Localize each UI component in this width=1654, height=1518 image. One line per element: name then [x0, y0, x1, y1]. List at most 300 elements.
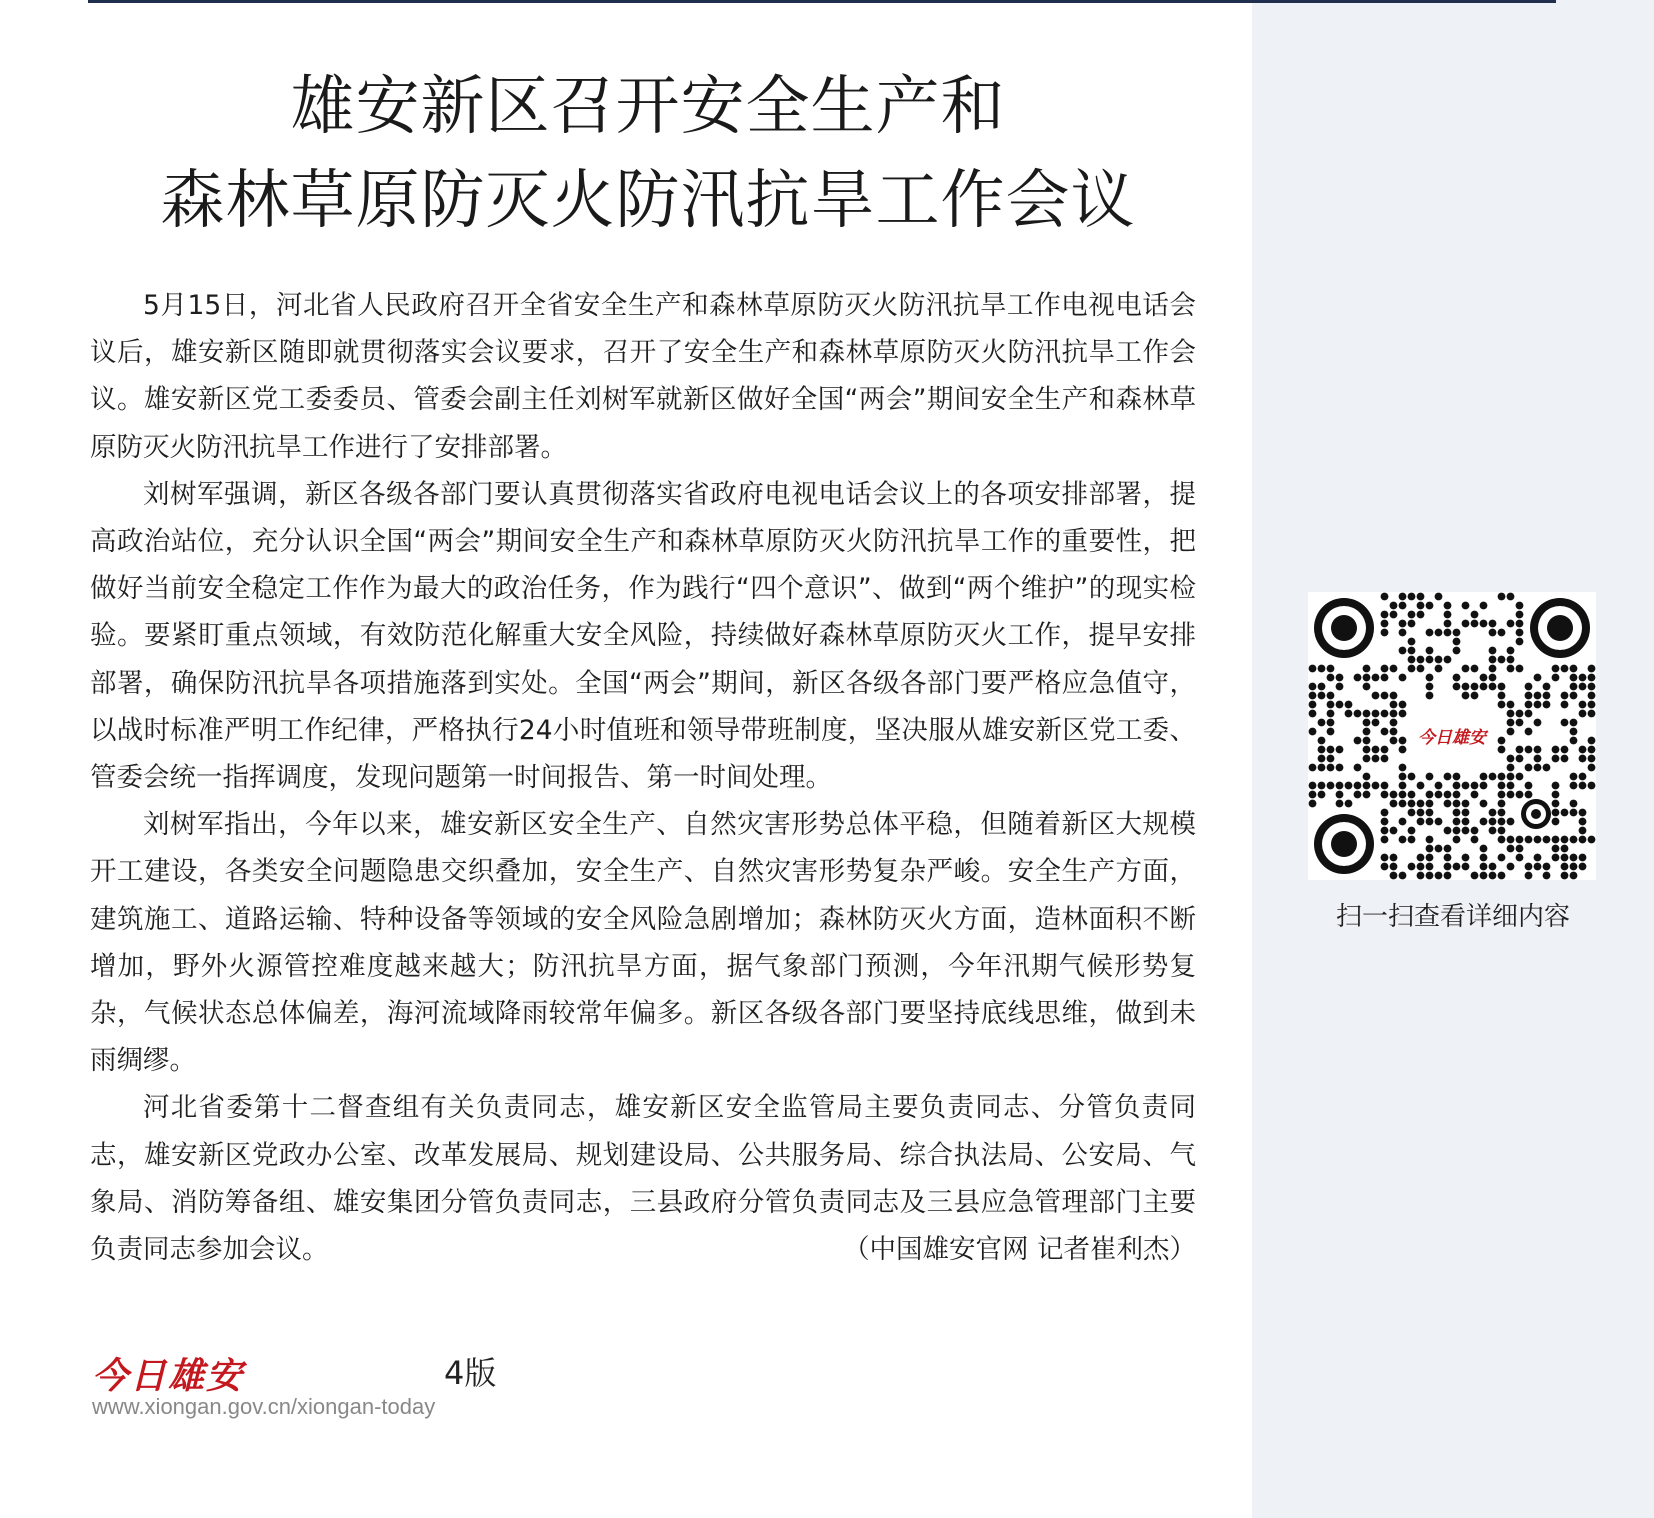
qr-module	[1480, 674, 1488, 682]
qr-module	[1444, 863, 1452, 871]
qr-module	[1516, 629, 1524, 637]
qr-module	[1498, 656, 1506, 664]
qr-module	[1579, 782, 1587, 790]
qr-module	[1363, 683, 1371, 691]
qr-module	[1435, 629, 1443, 637]
qr-module	[1390, 791, 1398, 799]
qr-module	[1390, 827, 1398, 835]
qr-module	[1399, 764, 1407, 772]
qr-module	[1417, 800, 1425, 808]
qr-module	[1480, 818, 1488, 826]
qr-module	[1579, 746, 1587, 754]
qr-module	[1363, 719, 1371, 727]
qr-module	[1588, 746, 1596, 754]
qr-module	[1381, 854, 1389, 862]
byline: （中国雄安官网 记者崔利杰）	[843, 1234, 1196, 1266]
qr-module	[1498, 773, 1506, 781]
qr-finder-bottom-left	[1314, 814, 1374, 874]
qr-module	[1354, 782, 1362, 790]
qr-module	[1480, 872, 1488, 880]
qr-module	[1318, 737, 1326, 745]
qr-module	[1399, 701, 1407, 709]
qr-module	[1489, 620, 1497, 628]
qr-module	[1390, 872, 1398, 880]
qr-module	[1336, 683, 1344, 691]
qr-module	[1507, 665, 1515, 673]
qr-module	[1480, 800, 1488, 808]
qr-module	[1561, 836, 1569, 844]
qr-module	[1480, 620, 1488, 628]
qr-module	[1372, 782, 1380, 790]
qr-module	[1462, 620, 1470, 628]
qr-module	[1363, 773, 1371, 781]
qr-module	[1561, 692, 1569, 700]
qr-module	[1453, 674, 1461, 682]
qr-code[interactable]	[1308, 592, 1596, 880]
qr-module	[1309, 800, 1317, 808]
qr-module	[1417, 872, 1425, 880]
qr-module	[1372, 746, 1380, 754]
qr-module	[1363, 728, 1371, 736]
qr-module	[1372, 755, 1380, 763]
qr-module	[1489, 647, 1497, 655]
qr-module	[1579, 854, 1587, 862]
qr-module	[1516, 746, 1524, 754]
qr-module	[1426, 683, 1434, 691]
qr-module	[1471, 872, 1479, 880]
qr-module	[1480, 683, 1488, 691]
qr-module	[1507, 818, 1515, 826]
qr-module	[1390, 728, 1398, 736]
qr-center-logo: 今日雄安	[1418, 728, 1486, 748]
article-paragraph-text: 河北省委第十二督查组有关负责同志，雄安新区安全监管局主要负责同志、分管负责同志，雄安新区党政办公室、改革发展局、规划建设局、公共服务局、综合执法局、公安局、气象局、消防筹备组、雄安集团分管负责同志，三县政府分管负责同志及三县应急管理部门主要负责同志参加会议。	[90, 1092, 1196, 1266]
qr-module	[1507, 782, 1515, 790]
qr-module	[1588, 665, 1596, 673]
qr-module	[1552, 809, 1560, 817]
qr-module	[1381, 611, 1389, 619]
qr-module	[1417, 602, 1425, 610]
qr-module	[1417, 665, 1425, 673]
qr-module	[1498, 692, 1506, 700]
qr-module	[1507, 845, 1515, 853]
article-paragraph	[90, 1084, 1196, 1273]
qr-module	[1498, 746, 1506, 754]
qr-module	[1489, 809, 1497, 817]
qr-module	[1318, 782, 1326, 790]
qr-module	[1399, 602, 1407, 610]
qr-module	[1381, 593, 1389, 601]
qr-module	[1336, 764, 1344, 772]
qr-module	[1480, 854, 1488, 862]
qr-module	[1480, 773, 1488, 781]
qr-module	[1435, 656, 1443, 664]
qr-module	[1498, 701, 1506, 709]
qr-module	[1453, 629, 1461, 637]
qr-module	[1444, 791, 1452, 799]
qr-module	[1489, 656, 1497, 664]
qr-module	[1426, 872, 1434, 880]
qr-module	[1579, 755, 1587, 763]
qr-module	[1354, 764, 1362, 772]
qr-module	[1327, 746, 1335, 754]
qr-module	[1372, 692, 1380, 700]
qr-module	[1381, 791, 1389, 799]
qr-module	[1471, 827, 1479, 835]
qr-module	[1426, 629, 1434, 637]
qr-module	[1444, 602, 1452, 610]
qr-module	[1309, 782, 1317, 790]
qr-module	[1507, 719, 1515, 727]
qr-module	[1570, 728, 1578, 736]
qr-module	[1372, 674, 1380, 682]
qr-module	[1471, 782, 1479, 790]
headline	[88, 60, 1208, 248]
qr-module	[1363, 710, 1371, 718]
qr-module	[1561, 872, 1569, 880]
qr-module	[1507, 728, 1515, 736]
qr-module	[1561, 854, 1569, 862]
qr-module	[1345, 800, 1353, 808]
article-paragraph: 刘树军指出，今年以来，雄安新区安全生产、自然灾害形势总体平稳，但随着新区大规模开工建设，各类安全问题隐患交织叠加，安全生产、自然灾害形势复杂严峻。安全生产方面，建筑施工、道路运输、特种设备等领域的安全风险急剧增加；森林防灭火方面，造林面积不断增加，野外火源管控难度越来越大；防汛抗旱方面，据气象部门预测，今年汛期气候形势复杂，气候状态总体偏差，海河流域降雨较常年偏多。新区各级各部门要坚持底线思维，做到未雨绸缪。	[90, 809, 1196, 1077]
qr-module	[1444, 620, 1452, 628]
qr-module	[1525, 872, 1533, 880]
qr-module	[1381, 620, 1389, 628]
qr-module	[1318, 719, 1326, 727]
qr-module	[1426, 863, 1434, 871]
qr-module	[1570, 665, 1578, 673]
qr-module	[1462, 863, 1470, 871]
qr-module	[1354, 791, 1362, 799]
qr-module	[1417, 809, 1425, 817]
qr-module	[1516, 836, 1524, 844]
qr-module	[1498, 827, 1506, 835]
qr-module	[1426, 647, 1434, 655]
qr-module	[1453, 782, 1461, 790]
qr-module	[1408, 836, 1416, 844]
qr-module	[1318, 692, 1326, 700]
qr-module	[1453, 818, 1461, 826]
qr-module	[1516, 773, 1524, 781]
qr-module	[1498, 854, 1506, 862]
qr-module	[1462, 854, 1470, 862]
qr-module	[1372, 719, 1380, 727]
qr-module	[1426, 800, 1434, 808]
qr-module	[1399, 737, 1407, 745]
qr-module	[1399, 620, 1407, 628]
qr-module	[1462, 602, 1470, 610]
qr-module	[1372, 710, 1380, 718]
qr-module	[1435, 665, 1443, 673]
qr-module	[1534, 719, 1542, 727]
qr-module	[1516, 845, 1524, 853]
qr-module	[1399, 800, 1407, 808]
qr-module	[1381, 746, 1389, 754]
qr-module	[1570, 800, 1578, 808]
qr-module	[1516, 755, 1524, 763]
qr-module	[1570, 863, 1578, 871]
qr-module	[1363, 755, 1371, 763]
qr-module	[1399, 782, 1407, 790]
qr-module	[1516, 665, 1524, 673]
qr-module	[1444, 845, 1452, 853]
qr-module	[1471, 665, 1479, 673]
qr-module	[1489, 665, 1497, 673]
qr-module	[1408, 809, 1416, 817]
qr-module	[1435, 818, 1443, 826]
qr-module	[1399, 818, 1407, 826]
qr-module	[1462, 782, 1470, 790]
qr-module	[1399, 836, 1407, 844]
qr-module	[1507, 836, 1515, 844]
qr-module	[1408, 656, 1416, 664]
qr-module	[1336, 674, 1344, 682]
qr-module	[1435, 872, 1443, 880]
qr-module	[1390, 800, 1398, 808]
qr-module	[1426, 809, 1434, 817]
qr-module	[1498, 872, 1506, 880]
qr-module	[1534, 701, 1542, 709]
qr-module	[1435, 593, 1443, 601]
qr-module	[1579, 701, 1587, 709]
qr-module	[1579, 827, 1587, 835]
qr-module	[1453, 773, 1461, 781]
qr-module	[1579, 809, 1587, 817]
qr-module	[1426, 692, 1434, 700]
qr-module	[1480, 845, 1488, 853]
qr-module	[1435, 791, 1443, 799]
qr-module	[1552, 665, 1560, 673]
qr-module	[1561, 665, 1569, 673]
edition-number: 4版	[444, 1354, 497, 1392]
qr-module	[1525, 863, 1533, 871]
qr-module	[1408, 773, 1416, 781]
qr-module	[1561, 719, 1569, 727]
article-body	[90, 282, 1196, 1273]
qr-module	[1336, 800, 1344, 808]
qr-module	[1570, 683, 1578, 691]
qr-module	[1462, 665, 1470, 673]
qr-caption: 扫一扫查看详细内容	[1335, 902, 1570, 932]
qr-module	[1381, 809, 1389, 817]
qr-module	[1471, 620, 1479, 628]
qr-module	[1516, 854, 1524, 862]
qr-module	[1309, 701, 1317, 709]
qr-module	[1489, 872, 1497, 880]
qr-module	[1534, 746, 1542, 754]
qr-module	[1507, 647, 1515, 655]
qr-module	[1381, 836, 1389, 844]
qr-module	[1588, 701, 1596, 709]
qr-module	[1399, 674, 1407, 682]
qr-module	[1516, 719, 1524, 727]
qr-module	[1552, 845, 1560, 853]
qr-module	[1417, 593, 1425, 601]
qr-module	[1552, 755, 1560, 763]
qr-module	[1327, 710, 1335, 718]
qr-module	[1570, 872, 1578, 880]
qr-module	[1534, 692, 1542, 700]
qr-module	[1588, 737, 1596, 745]
qr-module	[1399, 593, 1407, 601]
qr-module	[1543, 683, 1551, 691]
qr-module	[1318, 683, 1326, 691]
qr-module	[1570, 773, 1578, 781]
qr-module	[1381, 728, 1389, 736]
qr-module	[1453, 863, 1461, 871]
qr-module	[1561, 863, 1569, 871]
qr-module	[1399, 773, 1407, 781]
qr-module	[1489, 827, 1497, 835]
qr-module	[1570, 719, 1578, 727]
qr-module	[1327, 665, 1335, 673]
qr-module	[1408, 593, 1416, 601]
qr-module	[1525, 683, 1533, 691]
qr-module	[1336, 791, 1344, 799]
qr-module	[1588, 692, 1596, 700]
qr-module	[1435, 782, 1443, 790]
qr-module	[1444, 611, 1452, 619]
qr-module	[1552, 818, 1560, 826]
qr-module	[1579, 773, 1587, 781]
qr-module	[1345, 710, 1353, 718]
qr-module	[1588, 674, 1596, 682]
qr-module	[1588, 836, 1596, 844]
qr-module	[1480, 782, 1488, 790]
qr-module	[1525, 728, 1533, 736]
qr-module	[1489, 683, 1497, 691]
qr-module	[1408, 791, 1416, 799]
qr-module	[1525, 836, 1533, 844]
qr-module	[1525, 782, 1533, 790]
qr-module	[1327, 728, 1335, 736]
qr-module	[1570, 674, 1578, 682]
qr-module	[1516, 620, 1524, 628]
qr-module	[1516, 710, 1524, 718]
qr-module	[1417, 656, 1425, 664]
qr-module	[1318, 746, 1326, 754]
qr-module	[1453, 647, 1461, 655]
qr-module	[1498, 629, 1506, 637]
qr-finder-top-left	[1314, 598, 1374, 658]
qr-module	[1426, 854, 1434, 862]
qr-module	[1354, 710, 1362, 718]
qr-module	[1336, 782, 1344, 790]
qr-module	[1363, 737, 1371, 745]
footer-url[interactable]: www.xiongan.gov.cn/xiongan-today	[92, 1394, 436, 1419]
qr-module	[1516, 638, 1524, 646]
qr-module	[1318, 791, 1326, 799]
qr-module	[1354, 674, 1362, 682]
qr-module	[1426, 602, 1434, 610]
qr-module	[1399, 791, 1407, 799]
qr-module	[1390, 701, 1398, 709]
qr-module	[1363, 746, 1371, 754]
qr-module	[1390, 710, 1398, 718]
qr-module	[1525, 701, 1533, 709]
qr-module	[1471, 692, 1479, 700]
qr-module	[1444, 629, 1452, 637]
qr-module	[1552, 782, 1560, 790]
article-paragraph: 刘树军强调，新区各级各部门要认真贯彻落实省政府电视电话会议上的各项安排部署，提高政治站位，充分认识全国“两会”期间安全生产和森林草原防灭火防汛抗旱工作的重要性，把做好当前安全稳定工作作为最大的政治任务，作为践行“四个意识”、做到“两个维护”的现实检验。要紧盯重点领域，有效防范化解重大安全风险，持续做好森林草原防灭火工作，提早安排部署，确保防汛抗旱各项措施落到实处。全国“两会”期间，新区各级各部门要严格应急值守，以战时标准严明工作纪律，严格执行24小时值班和领导带班制度，坚决服从雄安新区党工委、管委会统一指挥调度，发现问题第一时间报告、第一时间处理。	[90, 478, 1196, 794]
qr-module	[1588, 710, 1596, 718]
qr-module	[1435, 845, 1443, 853]
qr-module	[1570, 854, 1578, 862]
qr-module	[1498, 818, 1506, 826]
qr-module	[1579, 818, 1587, 826]
qr-module	[1363, 665, 1371, 673]
qr-module	[1525, 791, 1533, 799]
qr-module	[1534, 836, 1542, 844]
qr-module	[1381, 827, 1389, 835]
qr-module	[1507, 593, 1515, 601]
qr-module	[1327, 674, 1335, 682]
qr-module	[1399, 647, 1407, 655]
qr-module	[1426, 845, 1434, 853]
qr-module	[1417, 818, 1425, 826]
qr-module	[1408, 611, 1416, 619]
qr-module	[1462, 827, 1470, 835]
qr-module	[1390, 665, 1398, 673]
qr-module	[1552, 674, 1560, 682]
qr-module	[1354, 737, 1362, 745]
qr-module	[1444, 800, 1452, 808]
qr-module	[1390, 854, 1398, 862]
qr-module	[1543, 701, 1551, 709]
qr-module	[1309, 728, 1317, 736]
qr-module	[1507, 701, 1515, 709]
qr-module	[1462, 692, 1470, 700]
qr-module	[1417, 782, 1425, 790]
qr-module	[1390, 602, 1398, 610]
qr-module	[1390, 863, 1398, 871]
qr-module	[1561, 809, 1569, 817]
qr-module	[1327, 701, 1335, 709]
qr-module	[1462, 818, 1470, 826]
qr-module	[1516, 611, 1524, 619]
qr-module	[1534, 755, 1542, 763]
qr-module	[1534, 764, 1542, 772]
qr-module	[1453, 809, 1461, 817]
qr-module	[1453, 836, 1461, 844]
qr-module	[1543, 836, 1551, 844]
qr-module	[1498, 593, 1506, 601]
qr-finder-top-right	[1530, 598, 1590, 658]
qr-module	[1318, 755, 1326, 763]
qr-module	[1381, 863, 1389, 871]
qr-module	[1408, 800, 1416, 808]
qr-module	[1417, 863, 1425, 871]
qr-module	[1408, 863, 1416, 871]
qr-module	[1543, 872, 1551, 880]
qr-module	[1381, 665, 1389, 673]
qr-module	[1552, 791, 1560, 799]
qr-module	[1426, 818, 1434, 826]
qr-module	[1309, 764, 1317, 772]
qr-module	[1453, 800, 1461, 808]
qr-module	[1426, 791, 1434, 799]
qr-module	[1507, 656, 1515, 664]
qr-module	[1579, 863, 1587, 871]
qr-module	[1498, 737, 1506, 745]
qr-module	[1525, 746, 1533, 754]
qr-module	[1426, 656, 1434, 664]
qr-module	[1408, 620, 1416, 628]
qr-module	[1498, 836, 1506, 844]
qr-module	[1390, 719, 1398, 727]
qr-module	[1327, 755, 1335, 763]
qr-module	[1417, 611, 1425, 619]
qr-module	[1480, 863, 1488, 871]
